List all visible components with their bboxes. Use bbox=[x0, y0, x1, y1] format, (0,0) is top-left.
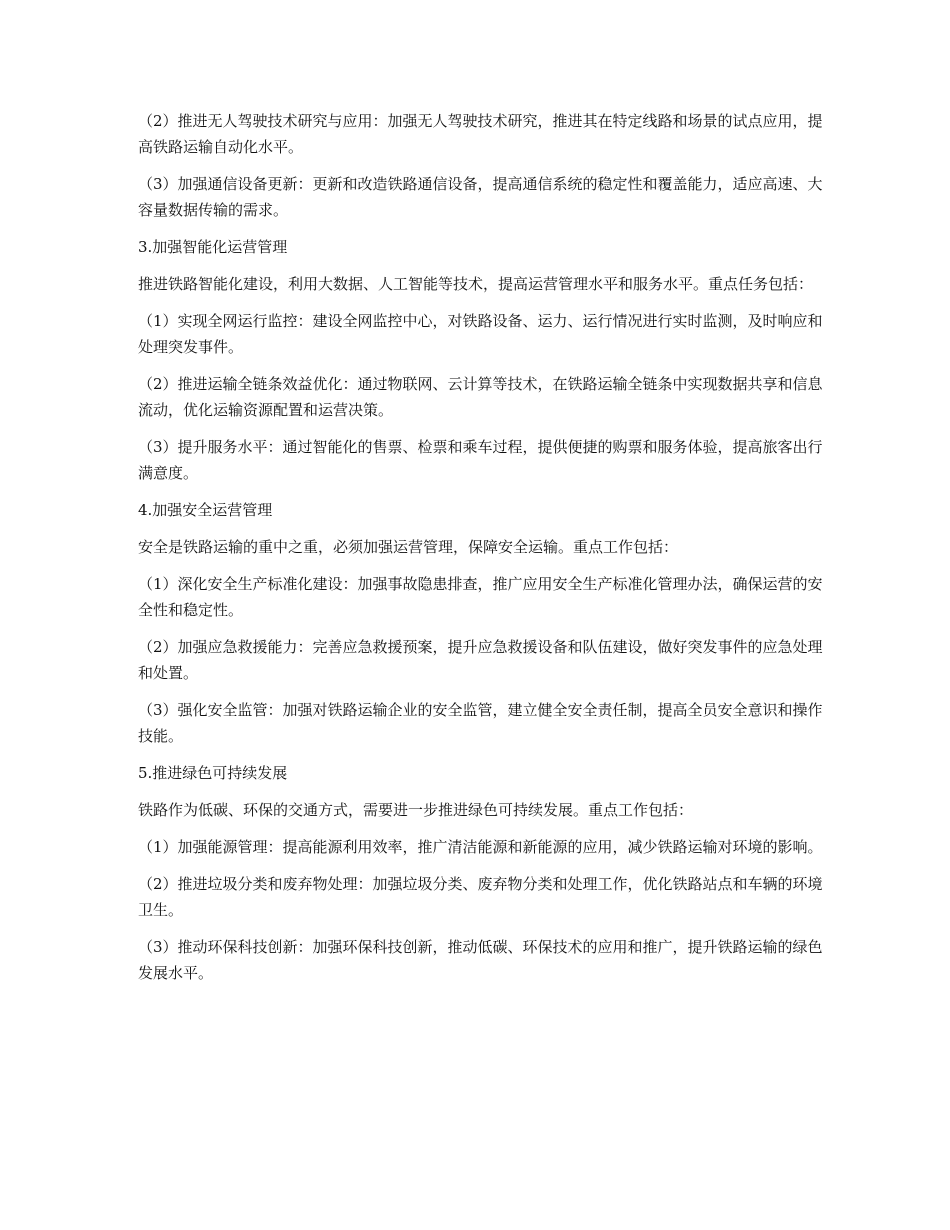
paragraph-item: （2）推进无人驾驶技术研究与应用：加强无人驾驶技术研究，推进其在特定线路和场景的试点应用，提高铁路运输自动化水平。 bbox=[138, 112, 823, 156]
paragraph-item: （3）强化安全监管：加强对铁路运输企业的安全监管，建立健全安全责任制，提高全员安全意识和操作技能。 bbox=[138, 701, 823, 745]
paragraph-item: （1）加强能源管理：提高能源利用效率，推广清洁能源和新能源的应用，减少铁路运输对环境的影响。 bbox=[138, 838, 823, 856]
paragraph-item: （2）推进运输全链条效益优化：通过物联网、云计算等技术，在铁路运输全链条中实现数据共享和信息流动，优化运输资源配置和运营决策。 bbox=[138, 375, 823, 419]
document-body bbox=[138, 108, 828, 997]
paragraph-body: 铁路作为低碳、环保的交通方式，需要进一步推进绿色可持续发展。重点工作包括： bbox=[138, 801, 694, 819]
section-heading: 3.加强智能化运营管理 bbox=[138, 238, 288, 256]
paragraph-item: （1）实现全网运行监控：建设全网监控中心，对铁路设备、运力、运行情况进行实时监测，及时响应和处理突发事件。 bbox=[138, 312, 823, 356]
paragraph-item: （2）加强应急救援能力：完善应急救援预案，提升应急救援设备和队伍建设，做好突发事件的应急处理和处置。 bbox=[138, 638, 823, 682]
section-heading: 4.加强安全运营管理 bbox=[138, 501, 273, 519]
paragraph-body: 安全是铁路运输的重中之重，必须加强运营管理，保障安全运输。重点工作包括： bbox=[138, 538, 679, 556]
paragraph-body: 推进铁路智能化建设，利用大数据、人工智能等技术，提高运营管理水平和服务水平。重点任务包括： bbox=[138, 275, 814, 293]
section-heading: 5.推进绿色可持续发展 bbox=[138, 764, 288, 782]
paragraph-item: （2）推进垃圾分类和废弃物处理：加强垃圾分类、废弃物分类和处理工作，优化铁路站点和车辆的环境卫生。 bbox=[138, 875, 823, 919]
paragraph-item: （3）加强通信设备更新：更新和改造铁路通信设备，提高通信系统的稳定性和覆盖能力，适应高速、大容量数据传输的需求。 bbox=[138, 175, 823, 219]
paragraph-item: （3）提升服务水平：通过智能化的售票、检票和乘车过程，提供便捷的购票和服务体验，提高旅客出行满意度。 bbox=[138, 438, 823, 482]
paragraph-item: （3）推动环保科技创新：加强环保科技创新，推动低碳、环保技术的应用和推广，提升铁路运输的绿色发展水平。 bbox=[138, 938, 823, 982]
paragraph-item: （1）深化安全生产标准化建设：加强事故隐患排查，推广应用安全生产标准化管理办法，确保运营的安全性和稳定性。 bbox=[138, 575, 823, 619]
